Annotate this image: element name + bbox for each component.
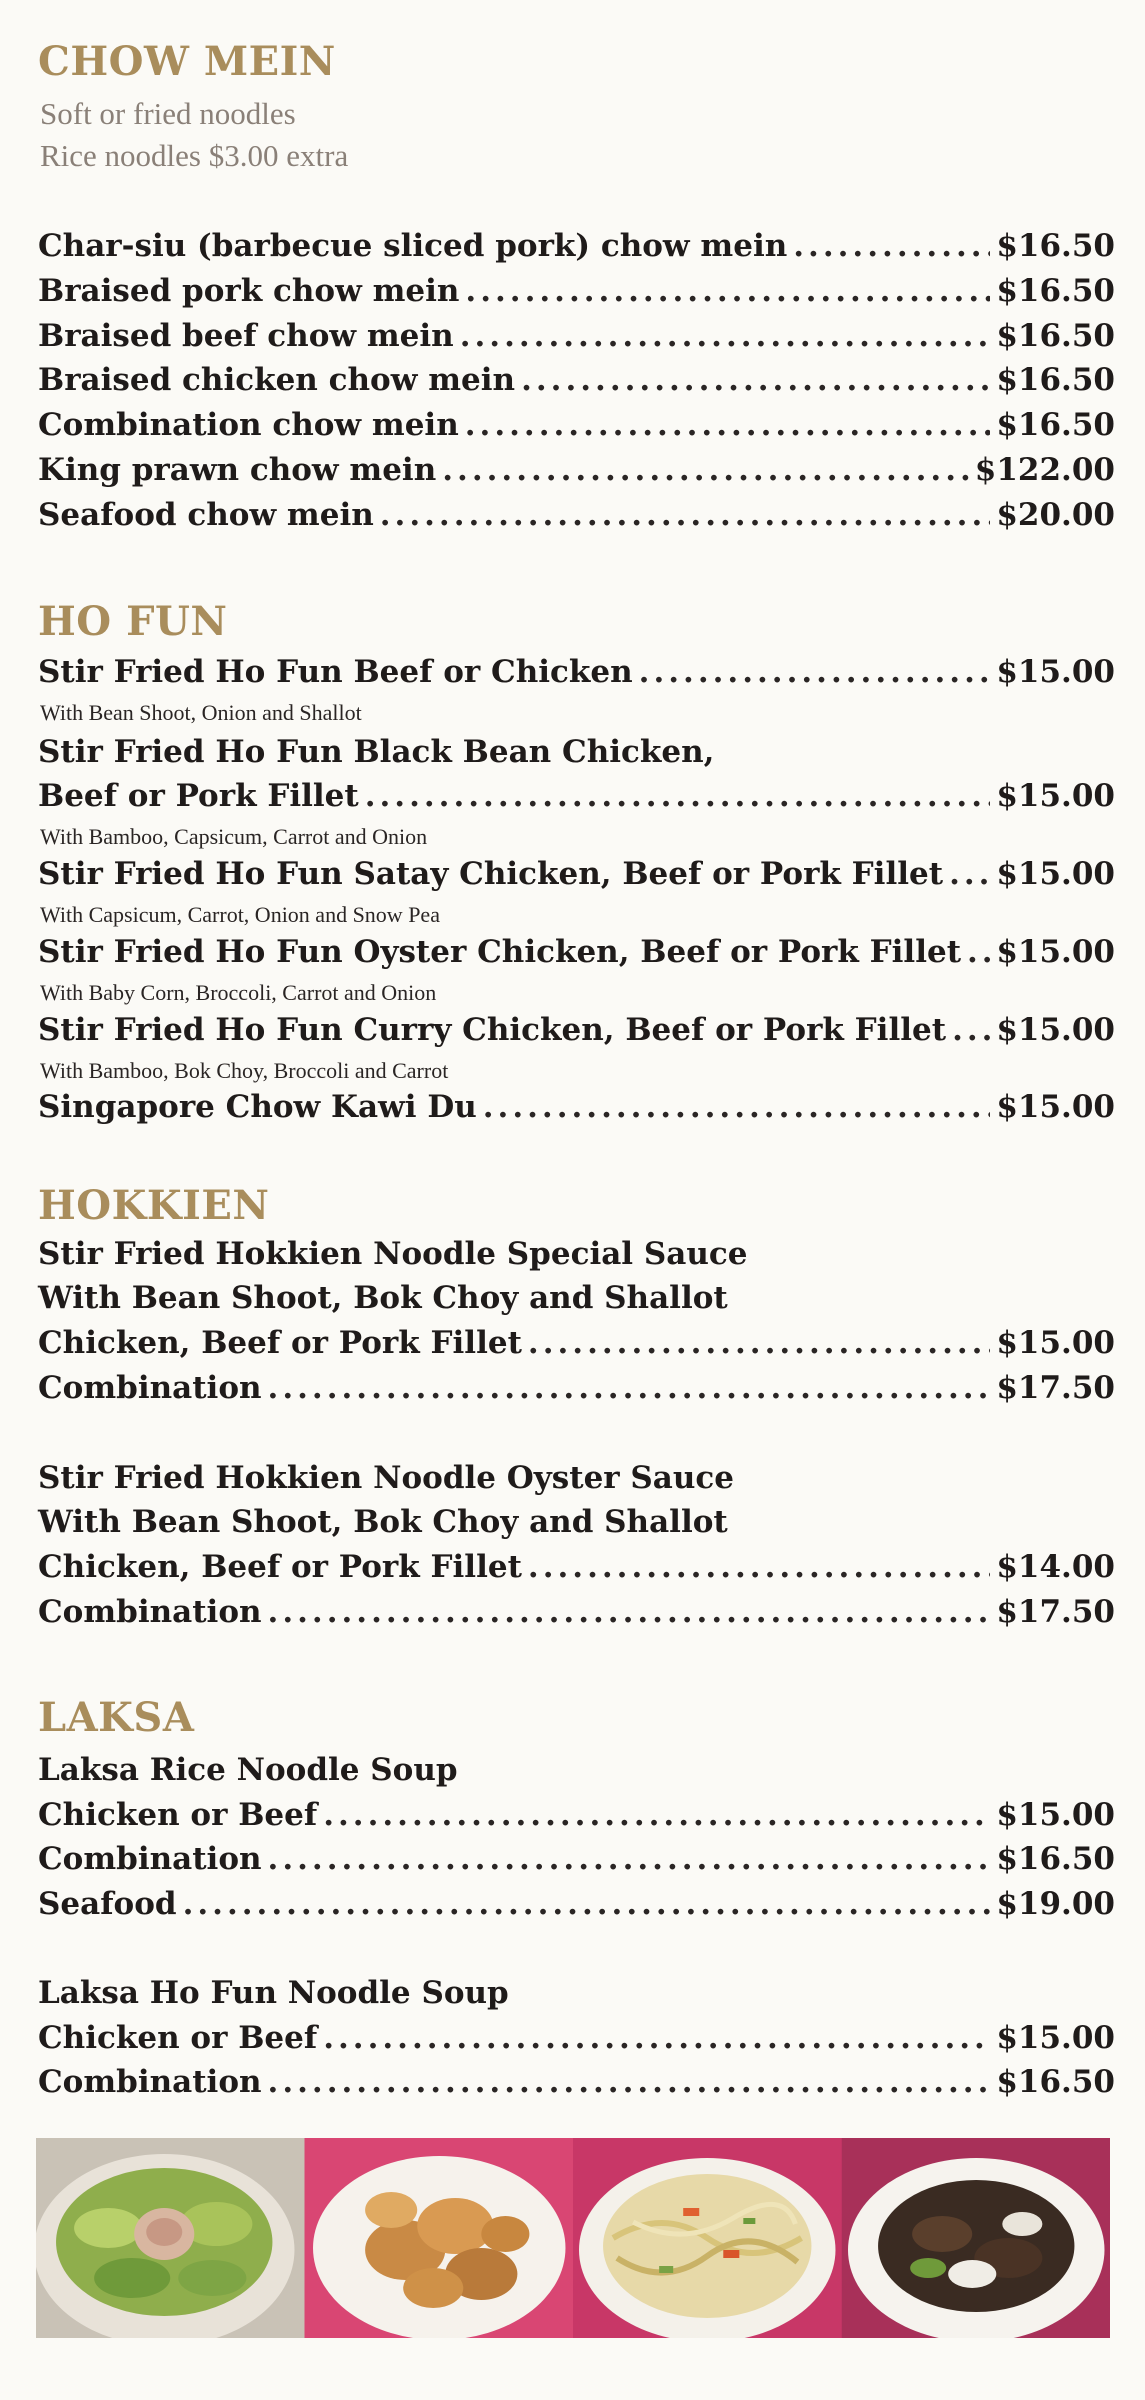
item-price: $16.50 — [996, 362, 1115, 398]
dot-leader — [793, 228, 990, 264]
item-name: Braised chicken chow mein — [38, 362, 516, 398]
dot-leader — [521, 362, 990, 398]
menu-item — [38, 1549, 1115, 1593]
section-title-chow-mein: CHOW MEIN — [38, 38, 336, 85]
group-heading: With Bean Shoot, Bok Choy and Shallot — [38, 1504, 728, 1540]
menu-item — [38, 1841, 1115, 1885]
menu-item — [38, 1797, 1115, 1841]
item-name: Combination — [38, 1841, 262, 1877]
menu-item — [38, 407, 1115, 451]
dot-leader — [183, 1886, 991, 1922]
dot-leader — [949, 856, 990, 892]
item-name: Stir Fried Ho Fun Curry Chicken, Beef or Pork Fillet — [38, 1012, 947, 1048]
dot-leader — [465, 273, 990, 309]
fried-chicken-photo — [305, 2138, 574, 2338]
item-price: $20.00 — [996, 497, 1115, 533]
menu-item — [38, 856, 1115, 900]
item-name: Chicken or Beef — [38, 2020, 318, 2056]
item-price: $15.00 — [996, 856, 1115, 892]
item-name: Combination — [38, 1370, 262, 1406]
item-description: With Capsicum, Carrot, Onion and Snow Pea — [40, 902, 440, 927]
dot-leader — [465, 407, 991, 443]
dot-leader — [483, 1089, 991, 1125]
dot-leader — [365, 778, 991, 814]
section-title-hokkien: HOKKIEN — [38, 1182, 270, 1229]
black-bean-beef-photo — [842, 2138, 1111, 2338]
item-price: $15.00 — [996, 2020, 1115, 2056]
dot-leader — [952, 1012, 990, 1048]
item-description: With Bamboo, Bok Choy, Broccoli and Carrot — [40, 1058, 449, 1083]
chow-mein-subtitle-1: Soft or fried noodles — [40, 96, 296, 131]
item-price: $15.00 — [996, 1325, 1115, 1361]
menu-item — [38, 1089, 1115, 1133]
group-heading: With Bean Shoot, Bok Choy and Shallot — [38, 1280, 728, 1316]
menu-item — [38, 1886, 1115, 1930]
item-price: $15.00 — [996, 778, 1115, 814]
menu-item — [38, 273, 1115, 317]
food-photo-strip — [36, 2138, 1110, 2338]
item-name: Combination chow mein — [38, 407, 459, 443]
fried-noodles-photo — [573, 2138, 842, 2338]
item-price: $15.00 — [996, 1089, 1115, 1125]
item-price: $16.50 — [996, 318, 1115, 354]
item-name: Chicken, Beef or Pork Fillet — [38, 1325, 522, 1361]
dot-leader — [268, 2064, 991, 2100]
dot-leader — [268, 1370, 991, 1406]
bok-choy-soup-photo — [36, 2138, 305, 2338]
dot-leader — [967, 934, 990, 970]
item-price: $17.50 — [996, 1594, 1115, 1630]
menu-item — [38, 497, 1115, 541]
item-name: Seafood — [38, 1886, 177, 1922]
item-price: $122.00 — [974, 452, 1115, 488]
menu-item — [38, 1594, 1115, 1638]
menu-item — [38, 1325, 1115, 1369]
menu-item — [38, 362, 1115, 406]
item-name: Beef or Pork Fillet — [38, 778, 359, 814]
item-name: Stir Fried Ho Fun Oyster Chicken, Beef or Pork Fillet — [38, 934, 962, 970]
item-description: With Baby Corn, Broccoli, Carrot and Onion — [40, 980, 437, 1005]
group-heading: Stir Fried Hokkien Noodle Oyster Sauce — [38, 1460, 735, 1496]
group-heading: Laksa Rice Noodle Soup — [38, 1752, 458, 1788]
section-title-laksa: LAKSA — [38, 1694, 195, 1741]
item-name: Singapore Chow Kawi Du — [38, 1089, 477, 1125]
item-name: Braised pork chow mein — [38, 273, 460, 309]
dot-leader — [268, 1841, 991, 1877]
item-name: Combination — [38, 1594, 262, 1630]
item-name: Chicken or Beef — [38, 1797, 318, 1833]
item-name: Chicken, Beef or Pork Fillet — [38, 1549, 522, 1585]
dot-leader — [268, 1594, 991, 1630]
menu-item — [38, 1370, 1115, 1414]
dot-leader — [323, 2020, 990, 2056]
menu-item — [38, 1012, 1115, 1056]
item-description: With Bamboo, Capsicum, Carrot and Onion — [40, 824, 428, 849]
dot-leader — [528, 1325, 990, 1361]
item-name: Stir Fried Ho Fun Beef or Chicken — [38, 654, 633, 690]
item-name: King prawn chow mein — [38, 452, 437, 488]
item-price: $14.00 — [996, 1549, 1115, 1585]
menu-item — [38, 654, 1115, 698]
menu-item — [38, 778, 1115, 822]
group-heading: Laksa Ho Fun Noodle Soup — [38, 1975, 509, 2011]
item-name: Braised beef chow mein — [38, 318, 454, 354]
item-description: With Bean Shoot, Onion and Shallot — [40, 700, 362, 725]
menu-item — [38, 228, 1115, 272]
item-name: Char-siu (barbecue sliced pork) chow mein — [38, 228, 788, 264]
dot-leader — [323, 1797, 990, 1833]
item-price: $15.00 — [996, 934, 1115, 970]
item-price: $16.50 — [996, 273, 1115, 309]
dot-leader — [639, 654, 991, 690]
item-price: $17.50 — [996, 1370, 1115, 1406]
item-name: Stir Fried Ho Fun Satay Chicken, Beef or Pork Fillet — [38, 856, 944, 892]
menu-item — [38, 934, 1115, 978]
dot-leader — [380, 497, 991, 533]
item-price: $16.50 — [996, 2064, 1115, 2100]
chow-mein-subtitle-2: Rice noodles $3.00 extra — [40, 138, 349, 173]
menu-item — [38, 2020, 1115, 2064]
section-title-ho-fun: HO FUN — [38, 598, 228, 645]
group-heading: Stir Fried Hokkien Noodle Special Sauce — [38, 1236, 748, 1272]
item-price: $15.00 — [996, 1012, 1115, 1048]
menu-item — [38, 318, 1115, 362]
item-price: $16.50 — [996, 1841, 1115, 1877]
dot-leader — [442, 452, 969, 488]
item-price: $15.00 — [996, 654, 1115, 690]
item-price: $19.00 — [996, 1886, 1115, 1922]
dot-leader — [528, 1549, 990, 1585]
item-price: $16.50 — [996, 407, 1115, 443]
item-price: $15.00 — [996, 1797, 1115, 1833]
menu-item — [38, 2064, 1115, 2108]
item-price: $16.50 — [996, 228, 1115, 264]
item-name-line: Stir Fried Ho Fun Black Bean Chicken, — [38, 734, 715, 770]
item-name: Seafood chow mein — [38, 497, 374, 533]
menu-item — [38, 452, 1115, 496]
item-name: Combination — [38, 2064, 262, 2100]
dot-leader — [460, 318, 991, 354]
